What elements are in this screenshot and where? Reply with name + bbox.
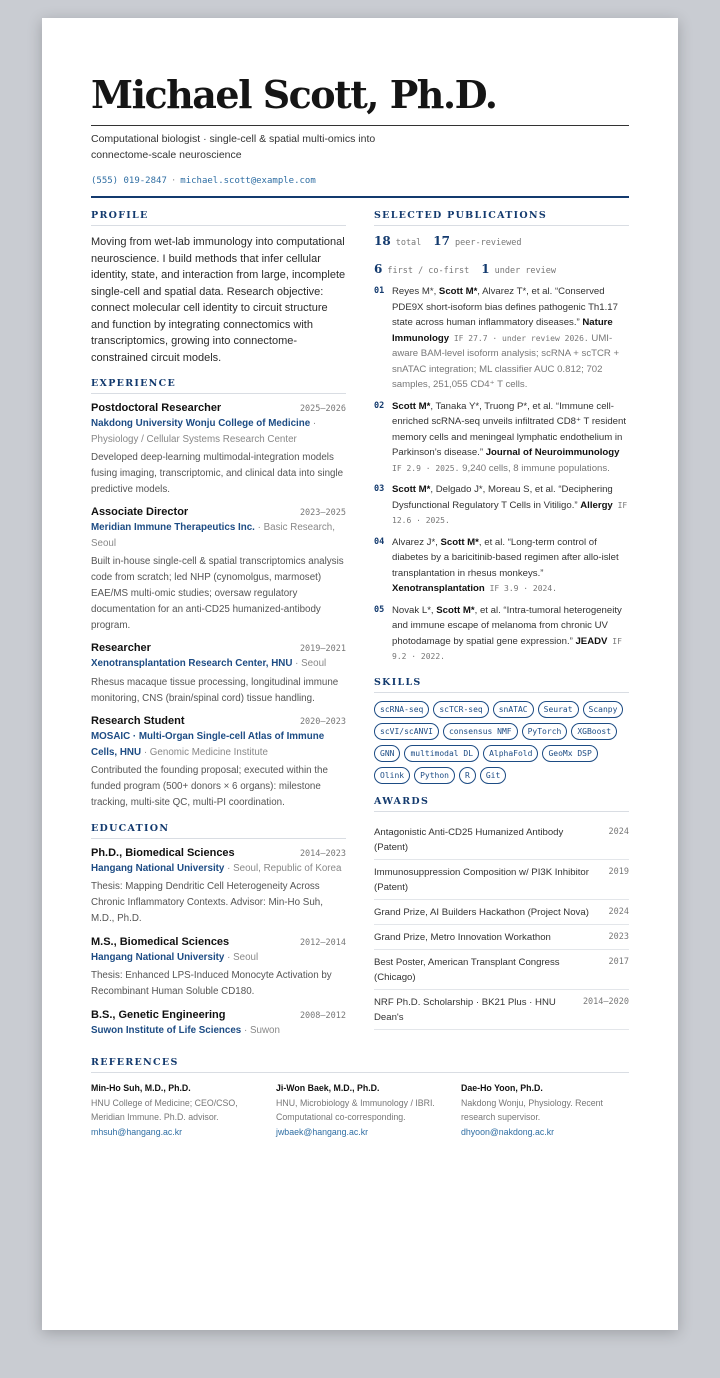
entry-location: · Genomic Medicine Institute xyxy=(141,746,268,758)
award-item xyxy=(374,990,629,1030)
publication-number: 05 xyxy=(374,604,385,615)
publication-number: 04 xyxy=(374,536,385,547)
reference-item xyxy=(461,1081,629,1139)
entry-org: Nakdong University Wonju College of Medicine xyxy=(91,418,311,429)
pub-journal: Journal of Neuroimmunology xyxy=(485,447,620,458)
entry-date: 2020–2023 xyxy=(299,717,346,728)
entry-location: · Physiology / Cellular Systems Research Center xyxy=(91,418,317,445)
reference-description: HNU College of Medicine; CEO/CSO, Meridian Immune. Ph.D. advisor. xyxy=(91,1097,238,1123)
award-title: Grand Prize, AI Builders Hackathon (Project Nova) xyxy=(374,906,589,918)
skill-tag: GeoMx DSP xyxy=(542,745,597,762)
references-list xyxy=(91,1081,629,1139)
resume-name: Michael Scott, Ph.D. xyxy=(91,72,497,117)
skill-tag: R xyxy=(459,767,476,784)
pub-self-author: Scott M* xyxy=(436,604,475,616)
entry-location: · Seoul xyxy=(224,951,259,963)
skill-tag: GNN xyxy=(374,745,400,762)
skill-tag: Python xyxy=(414,767,455,784)
reference-name: Ji-Won Baek, M.D., Ph.D. xyxy=(276,1083,380,1094)
pub-authors-before: Novak L*, xyxy=(392,604,437,616)
award-year: 2024 xyxy=(608,826,629,837)
stat-first-count: 6 xyxy=(374,262,383,276)
skill-tag: AlphaFold xyxy=(483,745,538,762)
reference-name: Min-Ho Suh, M.D., Ph.D. xyxy=(91,1083,191,1094)
entry-description: Rhesus macaque tissue processing, longitudinal immune monitoring, CNS (brain/spinal cord) tissue handling. xyxy=(91,676,339,704)
phone-number[interactable]: (555) 019-2847 xyxy=(91,176,167,186)
entry-description: Thesis: Mapping Dendritic Cell Heterogeneity Across Chronic Inflammatory Contexts. Advisor: Min-Ho Suh, M.D., Ph.D. xyxy=(91,881,323,924)
skill-tag: multimodal DL xyxy=(404,745,479,762)
education-list xyxy=(91,847,346,1038)
skill-tag: consensus NMF xyxy=(443,723,518,740)
entry-org: Suwon Institute of Life Sciences xyxy=(91,1024,242,1036)
stat-peer-count: 17 xyxy=(433,234,450,248)
award-year: 2023 xyxy=(608,931,629,942)
experience-heading: EXPERIENCE xyxy=(91,378,346,394)
entry-description: Developed deep-learning multimodal-integration models fusing imaging, transcriptomic, and clinical data into single predictive models. xyxy=(91,452,344,495)
right-column xyxy=(374,210,629,1047)
entry-location: · Seoul, Republic of Korea xyxy=(224,862,342,874)
references-section xyxy=(91,1057,629,1139)
entry-description: Contributed the founding proposal; executed within the funded program (500+ donors × 6 organs): milestone tracking, multi-site QC, multi-PI coordination. xyxy=(91,765,328,809)
award-year: 2019 xyxy=(608,866,629,877)
publication-number: 01 xyxy=(374,286,385,296)
pub-meta: IF 27.7 · under review 2026. xyxy=(449,333,589,343)
skill-tag: XGBoost xyxy=(571,723,617,740)
entry-role: Researcher xyxy=(91,642,151,655)
skills-list xyxy=(374,701,629,784)
skills-heading: SKILLS xyxy=(374,677,629,693)
header-divider xyxy=(91,196,629,198)
left-column xyxy=(91,210,346,1047)
stat-review-label: under review xyxy=(494,266,557,276)
email-link[interactable]: michael.scott@example.com xyxy=(180,176,316,186)
name-divider xyxy=(91,125,629,126)
stat-total-count: 18 xyxy=(374,234,391,248)
reference-email-link[interactable]: jwbaek@hangang.ac.kr xyxy=(276,1126,369,1137)
experience-entry xyxy=(91,402,346,497)
pub-authors-title: , Delgado J*, Moreau S, et al. “Deciphering Dysfunctional Regulatory T Cells in Vitiligo.” xyxy=(392,484,613,511)
reference-description: Nakdong Wonju, Physiology. Recent research supervisor. xyxy=(461,1097,603,1123)
skill-tag: Seurat xyxy=(538,701,579,718)
publication-item xyxy=(374,603,629,665)
skill-tag: snATAC xyxy=(493,701,534,718)
pub-meta: IF 3.9 · 2024. xyxy=(484,584,557,593)
pub-meta: IF 2.9 · 2025. xyxy=(392,463,460,473)
award-item xyxy=(374,860,629,900)
education-heading: EDUCATION xyxy=(91,823,346,839)
pub-self-author: Scott M* xyxy=(440,536,479,548)
award-title: Grand Prize, Metro Innovation Workathon xyxy=(374,931,551,943)
entry-role: Postdoctoral Researcher xyxy=(91,402,222,414)
publication-item xyxy=(374,482,629,529)
pub-notes: UMI-aware BAM-level isoform analysis; scRNA + scTCR + snATAC integration; ML classifier AUC 0.812; 702 samples, 251,055 CD4⁺ T cells. xyxy=(392,332,620,390)
skill-tag: Git xyxy=(480,767,506,784)
skill-tag: scRNA-seq xyxy=(374,701,429,718)
pub-journal: Xenotransplantation xyxy=(392,583,485,594)
entry-degree: M.S., Biomedical Sciences xyxy=(91,935,230,948)
entry-degree: B.S., Genetic Engineering xyxy=(91,1008,226,1021)
entry-date: 2014–2023 xyxy=(299,848,346,859)
entry-degree: Ph.D., Biomedical Sciences xyxy=(91,846,235,859)
publication-number: 02 xyxy=(374,400,385,411)
two-column-body xyxy=(91,210,629,1047)
skill-tag: PyTorch xyxy=(522,723,568,740)
contact-line xyxy=(91,176,629,186)
stat-first-label: first / co-first xyxy=(387,266,470,276)
reference-email-link[interactable]: mhsuh@hangang.ac.kr xyxy=(91,1126,183,1137)
skill-tag: scTCR-seq xyxy=(433,701,488,718)
experience-entry xyxy=(91,642,346,706)
skill-tag: Olink xyxy=(374,767,410,784)
entry-location: · Seoul xyxy=(292,658,327,670)
entry-date: 2019–2021 xyxy=(299,644,346,655)
pub-journal: Allergy xyxy=(580,499,613,511)
experience-list xyxy=(91,402,346,811)
entry-org: MOSAIC · Multi-Organ Single-cell Atlas of Immune Cells, HNU xyxy=(91,731,325,758)
entry-date: 2023–2025 xyxy=(299,508,346,519)
pub-authors-before: Reyes M*, xyxy=(392,286,439,297)
reference-name: Dae-Ho Yoon, Ph.D. xyxy=(461,1083,543,1094)
profile-heading: PROFILE xyxy=(91,210,346,226)
education-entry xyxy=(91,1009,346,1039)
publication-item xyxy=(374,535,629,597)
experience-entry xyxy=(91,506,346,633)
awards-list xyxy=(374,820,629,1030)
award-item xyxy=(374,950,629,990)
award-title: Best Poster, American Transplant Congress (Chicago) xyxy=(374,956,560,983)
publications-heading: SELECTED PUBLICATIONS xyxy=(374,210,629,226)
publication-stats xyxy=(374,234,629,276)
pub-authors-title: , et al. “Long-term control of diabetes by a baricitinib-based regimen after allo-islet transplantation in rhesus monkeys.” xyxy=(392,536,619,579)
experience-entry xyxy=(91,715,346,810)
reference-email-link[interactable]: dhyoon@nakdong.ac.kr xyxy=(461,1126,555,1137)
publication-list xyxy=(374,284,629,665)
award-year: 2024 xyxy=(608,906,629,917)
pub-self-author: Scott M* xyxy=(392,484,431,495)
award-item xyxy=(374,820,629,860)
reference-item xyxy=(91,1081,259,1139)
entry-org: Hangang National University xyxy=(91,951,225,963)
stat-review-count: 1 xyxy=(481,262,490,276)
entry-date: 2025–2026 xyxy=(299,404,346,414)
award-item xyxy=(374,900,629,925)
entry-org: Meridian Immune Therapeutics Inc. xyxy=(91,522,255,534)
pub-authors-before: Alvarez J*, xyxy=(392,536,441,548)
education-entry xyxy=(91,936,346,1000)
entry-location: · Basic Research, Seoul xyxy=(91,522,335,549)
skill-tag: scVI/scANVI xyxy=(374,723,439,740)
award-title: Antagonistic Anti-CD25 Humanized Antibody (Patent) xyxy=(374,826,564,853)
profile-text: Moving from wet-lab immunology into computational neuroscience. I build methods that infer cellular identity, state, and interaction from large, incomplete single-cell and spatial data. Research objective: connect molecular cell identity to circuit structure and function by integrating connectomics with transcriptomics, growing into connectome-constrained circuit models. xyxy=(91,236,346,364)
award-title: NRF Ph.D. Scholarship · BK21 Plus · HNU Dean's xyxy=(374,996,556,1023)
pub-journal: Nature Immunology xyxy=(392,317,613,344)
resume-tagline: Computational biologist · single-cell & spatial multi-omics into connectome-scale neuroscience xyxy=(91,133,376,161)
entry-date: 2012–2014 xyxy=(299,937,346,948)
entry-location: · Suwon xyxy=(241,1024,280,1036)
pub-notes: 9,240 cells, 8 immune populations. xyxy=(459,462,610,474)
publication-item xyxy=(374,399,629,477)
publication-item xyxy=(374,284,629,393)
pub-journal: JEADV xyxy=(575,635,608,647)
pub-authors-title: , Tanaka Y*, Truong P*, et al. “Immune cell-enriched scRNA-seq unveils infiltrated CD8⁺ T resident memory cells and meningeal lymphatic endothelium in Parkinson’s disease.” xyxy=(392,400,626,458)
publication-number: 03 xyxy=(374,484,385,494)
entry-org: Xenotransplantation Research Center, HNU xyxy=(91,658,293,670)
pub-self-author: Scott M* xyxy=(392,400,431,412)
entry-role: Associate Director xyxy=(91,506,189,519)
stat-total-label: total xyxy=(395,238,422,248)
contact-separator: · xyxy=(170,176,177,186)
references-heading: REFERENCES xyxy=(91,1057,629,1073)
award-item xyxy=(374,925,629,950)
education-entry xyxy=(91,847,346,927)
resume-page xyxy=(42,18,678,1330)
pub-self-author: Scott M* xyxy=(438,286,478,297)
entry-org: Hangang National University xyxy=(91,862,225,874)
pub-authors-title: , et al. “Intra-tumoral heterogeneity and immune escape of melanoma from chronic UV photodamage by spatial gene expression.” xyxy=(392,604,622,647)
award-title: Immunosuppression Composition w/ PI3K Inhibitor (Patent) xyxy=(374,866,589,893)
entry-description: Thesis: Enhanced LPS-Induced Monocyte Activation by Recombinant Human Soluble CD180. xyxy=(91,970,332,998)
reference-description: HNU, Microbiology & Immunology / IBRI. Computational co-corresponding. xyxy=(276,1097,435,1123)
pub-authors-title: , Alvarez T*, et al. “Conserved PDE9X short-isoform bias defines pathogenic Th1.17 state across human inflammatory diseases.” xyxy=(392,286,618,328)
award-year: 2017 xyxy=(608,956,629,967)
pub-meta: IF 9.2 · 2022. xyxy=(392,636,622,661)
entry-description: Built in-house single-cell & spatial transcriptomics analysis code from scratch; led NHP (cynomolgus, marmoset) EAE/MS multi-omic studies; oversaw regulatory documentation for an anti-CD25 humanized-antibody program. xyxy=(91,556,344,631)
entry-role: Research Student xyxy=(91,715,185,728)
award-year: 2014–2020 xyxy=(582,996,629,1007)
awards-heading: AWARDS xyxy=(374,796,629,812)
stat-peer-label: peer-reviewed xyxy=(455,238,522,248)
entry-date: 2008–2012 xyxy=(299,1010,346,1021)
pub-meta: IF 12.6 · 2025. xyxy=(392,500,628,525)
reference-item xyxy=(276,1081,444,1139)
skill-tag: Scanpy xyxy=(583,701,624,718)
